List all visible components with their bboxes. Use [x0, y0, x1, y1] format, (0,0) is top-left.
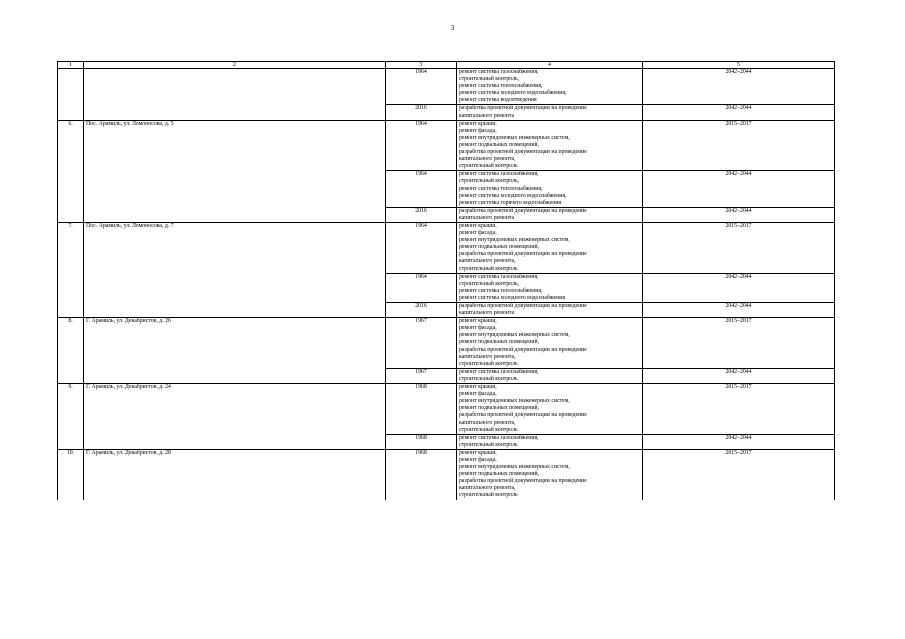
work-types: разработка проектной документации на проведение капитального ремонта: [457, 207, 643, 222]
building-group: [58, 69, 835, 121]
column-header: 3: [386, 62, 457, 69]
build-year: 1968: [386, 449, 457, 499]
build-year: 1968: [386, 384, 457, 435]
repair-period: 2042–2044: [643, 273, 835, 302]
table-row: [58, 318, 835, 369]
building-address: Г. Арамиль, ул. Декабристов, д. 24: [84, 384, 386, 450]
building-group: [58, 222, 835, 317]
building-address: Пос. Арамиль, ул. Ломоносова, д. 7: [84, 222, 386, 317]
repair-period: 2042–2044: [643, 105, 835, 120]
repair-period: 2015–2017: [643, 222, 835, 273]
column-header: 2: [84, 62, 386, 69]
repair-schedule-table: [57, 61, 835, 500]
work-types: ремонт крыши, ремонт фасада, ремонт внутридомовых инженерных систем, ремонт подвальных помещений, разработка проектной документации на проведение капитального ремонта, строительный контроль: [457, 120, 643, 171]
row-number: 9.: [58, 384, 84, 450]
table-header-row: [58, 62, 835, 69]
repair-period: 2042–2044: [643, 434, 835, 449]
building-address: [84, 69, 386, 121]
work-types: ремонт системы газоснабжения, строительный контроль, ремонт системы теплоснабжения, ремонт системы холодного водоснабжения: [457, 273, 643, 302]
repair-period: 2015–2017: [643, 120, 835, 171]
build-year: 2016: [386, 207, 457, 222]
column-header: 4: [457, 62, 643, 69]
building-address: Г. Арамиль, ул. Декабристов, д. 26: [84, 318, 386, 384]
row-number: [58, 69, 84, 121]
table-row: [58, 120, 835, 171]
work-types: ремонт системы газоснабжения, строительный контроль: [457, 434, 643, 449]
work-types: ремонт системы газоснабжения, строительный контроль: [457, 368, 643, 383]
build-year: 1964: [386, 120, 457, 171]
build-year: 1964: [386, 171, 457, 207]
work-types: ремонт системы газоснабжения, строительный контроль, ремонт системы теплоснабжения, ремонт системы холодного водоснабжения, ремонт системы горячего водоснабжения: [457, 171, 643, 207]
work-types: ремонт крыши, ремонт фасада, ремонт внутридомовых инженерных систем, ремонт подвальных помещений, разработка проектной документации на проведение капитального ремонта, строительный контроль: [457, 318, 643, 369]
page-number: 3: [450, 24, 455, 32]
repair-period: 2042–2044: [643, 69, 835, 105]
row-number: 6.: [58, 120, 84, 222]
table-row: [58, 384, 835, 435]
table-row: [58, 222, 835, 273]
repair-period: 2042–2044: [643, 303, 835, 318]
build-year: 2016: [386, 105, 457, 120]
building-group: [58, 449, 835, 499]
building-address: Пос. Арамиль, ул. Ломоносова, д. 5: [84, 120, 386, 222]
row-number: 10.: [58, 449, 84, 499]
build-year: 1968: [386, 434, 457, 449]
column-header: 1: [58, 62, 84, 69]
build-year: 1967: [386, 318, 457, 369]
build-year: 1964: [386, 273, 457, 302]
row-number: 8.: [58, 318, 84, 384]
build-year: 1967: [386, 368, 457, 383]
building-address: Г. Арамиль, ул. Декабристов, д. 28: [84, 449, 386, 499]
work-types: разработка проектной документации на проведение капитального ремонта: [457, 105, 643, 120]
repair-period: 2015–2017: [643, 449, 835, 499]
build-year: 2016: [386, 303, 457, 318]
building-group: [58, 120, 835, 222]
row-number: 7.: [58, 222, 84, 317]
repair-period: 2042–2044: [643, 368, 835, 383]
repair-period: 2015–2017: [643, 384, 835, 435]
work-types: ремонт крыши, ремонт фасада, ремонт внутридомовых инженерных систем, ремонт подвальных помещений, разработка проектной документации на проведение капитального ремонта, строительный контроль: [457, 449, 643, 499]
repair-period: 2015–2017: [643, 318, 835, 369]
column-header: 5: [643, 62, 835, 69]
build-year: 1964: [386, 69, 457, 105]
work-types: ремонт крыши, ремонт фасада, ремонт внутридомовых инженерных систем, ремонт подвальных помещений, разработка проектной документации на проведение капитального ремонта, строительный контроль: [457, 222, 643, 273]
work-types: ремонт крыши, ремонт фасада, ремонт внутридомовых инженерных систем, ремонт подвальных помещений, разработка проектной документации на проведение капитального ремонта, строительный контроль: [457, 384, 643, 435]
repair-period: 2042–2044: [643, 207, 835, 222]
work-types: разработка проектной документации на проведение капитального ремонта: [457, 303, 643, 318]
table-row: [58, 449, 835, 499]
build-year: 1964: [386, 222, 457, 273]
work-types: ремонт системы газоснабжения, строительный контроль, ремонт системы теплоснабжения, ремонт системы холодного водоснабжения, ремонт системы водоотведения: [457, 69, 643, 105]
repair-period: 2042–2044: [643, 171, 835, 207]
building-group: [58, 384, 835, 450]
table-row: [58, 69, 835, 105]
building-group: [58, 318, 835, 384]
